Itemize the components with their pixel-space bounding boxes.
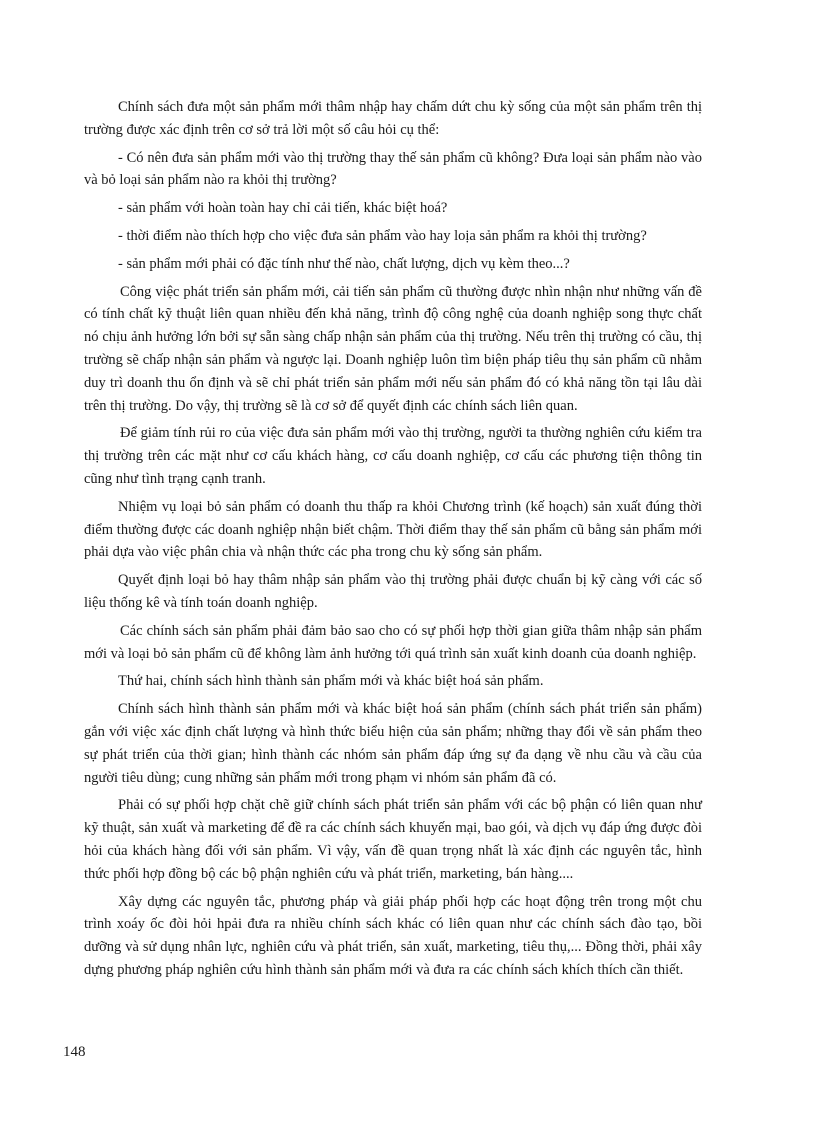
paragraph: Để giảm tính rủi ro của việc đưa sản phẩm mới vào thị trường, người ta thường nghiên cứu kiểm tra thị trường trên các mặt như cơ cấu khách hàng, cơ cấu doanh nghiệp, cơ cấu các phương tiện thông tin cũng như tình trạng cạnh tranh. bbox=[84, 425, 702, 487]
paragraph-intro: Chính sách đưa một sản phẩm mới thâm nhập hay chấm dứt chu kỳ sống của một sản phẩm trên thị trường được xác định trên cơ sở trả lời một số câu hỏi cụ thể: bbox=[84, 99, 702, 138]
question-item: - thời điểm nào thích hợp cho việc đưa sản phẩm vào hay loịa sản phẩm ra khỏi thị trường? bbox=[118, 227, 647, 244]
section-heading: Thứ hai, chính sách hình thành sản phẩm mới và khác biệt hoá sản phẩm. bbox=[118, 673, 544, 690]
question-item: - sản phẩm mới phải có đặc tính như thế nào, chất lượng, dịch vụ kèm theo...? bbox=[118, 255, 570, 272]
paragraph: Chính sách hình thành sản phẩm mới và khác biệt hoá sản phẩm (chính sách phát triển sản phẩm) gắn với việc xác định chất lượng và hình thức biểu hiện của sản phẩm; những thay đổi về sản phẩm theo sự phát triển của thời gian; hình thành các nhóm sản phẩm đáp ứng sự đa dạng về nhu cầu và cầu của người tiêu dùng; cung những sản phẩm mới trong phạm vi nhóm sản phẩm đã có. bbox=[84, 701, 702, 786]
question-item: - Có nên đưa sản phẩm mới vào thị trường thay thế sản phẩm cũ không? Đưa loại sản phẩm nào vào và bỏ loại sản phẩm nào ra khỏi thị trường? bbox=[84, 149, 702, 189]
paragraph: Xây dựng các nguyên tắc, phương pháp và giải pháp phối hợp các hoạt động trên trong một chu trình xoáy ốc đòi hỏi hpải đưa ra nhiều chính sách khác có liên quan như các chính sách đào tạo, bồi dưỡng và sử dụng nhân lực, nghiên cứu và phát triển, sản xuất, marketing, tiêu thụ,... Đồng thời, phải xây dựng phương pháp nghiên cứu hình thành sản phẩm mới và đưa ra các chính sách khích thích cần thiết. bbox=[84, 893, 702, 978]
paragraph: Nhiệm vụ loại bỏ sản phẩm có doanh thu thấp ra khỏi Chương trình (kế hoạch) sản xuất đúng thời điểm thường được các doanh nghiệp nhận biết chậm. Thời điểm thay thế sản phẩm cũ bằng sản phẩm mới phải dựa vào việc phân chia và nhận thức các pha trong chu kỳ sống sản phẩm. bbox=[84, 498, 702, 561]
question-item: - sản phẩm với hoàn toàn hay chỉ cải tiến, khác biệt hoá? bbox=[118, 200, 448, 217]
page-body bbox=[84, 96, 702, 987]
paragraph: Phải có sự phối hợp chặt chẽ giữ chính sách phát triển sản phẩm với các bộ phận có liên quan như kỹ thuật, sản xuất và marketing để đề ra các chính sách khuyến mại, bao gói, và dịch vụ đáp ứng được đòi hỏi của khách hàng đối với sản phẩm. Vì vậy, vấn đề quan trọng nhất là xác định các nguyên tắc, hình thức phối hợp đồng bộ các bộ phận nghiên cứu và phát triển, marketing, bán hàng.... bbox=[84, 797, 702, 882]
paragraph: Các chính sách sản phẩm phải đảm bảo sao cho có sự phối hợp thời gian giữa thâm nhập sản phẩm mới và loại bỏ sản phẩm cũ để không làm ảnh hưởng tới quá trình sản xuất kinh doanh của doanh nghiệp. bbox=[84, 622, 702, 662]
paragraph: Công việc phát triển sản phẩm mới, cải tiến sản phẩm cũ thường được nhìn nhận như những vấn đề có tính chất kỹ thuật liên quan nhiều đến khả năng, trình độ công nghệ của doanh nghiệp song thực chất nó chịu ảnh hưởng lớn bởi sự sẵn sàng chấp nhận sản phẩm của thị trường. Nếu trên thị trường có cầu, thị trường sẽ chấp nhận sản phẩm và ngược lại. Doanh nghiệp luôn tìm biện pháp tiêu thụ sản phẩm cũ nhằm duy trì doanh thu ổn định và sẽ chỉ phát triển sản phẩm mới nếu sản phẩm đó có khả năng tồn tại lâu dài trên thị trường. Do vậy, thị trường sẽ là cơ sở để quyết định các chính sách liên quan. bbox=[84, 283, 702, 414]
paragraph: Quyết định loại bỏ hay thâm nhập sản phẩm vào thị trường phải được chuẩn bị kỹ càng với các số liệu thống kê và tính toán doanh nghiệp. bbox=[84, 572, 702, 611]
page-number: 148 bbox=[63, 1044, 86, 1060]
